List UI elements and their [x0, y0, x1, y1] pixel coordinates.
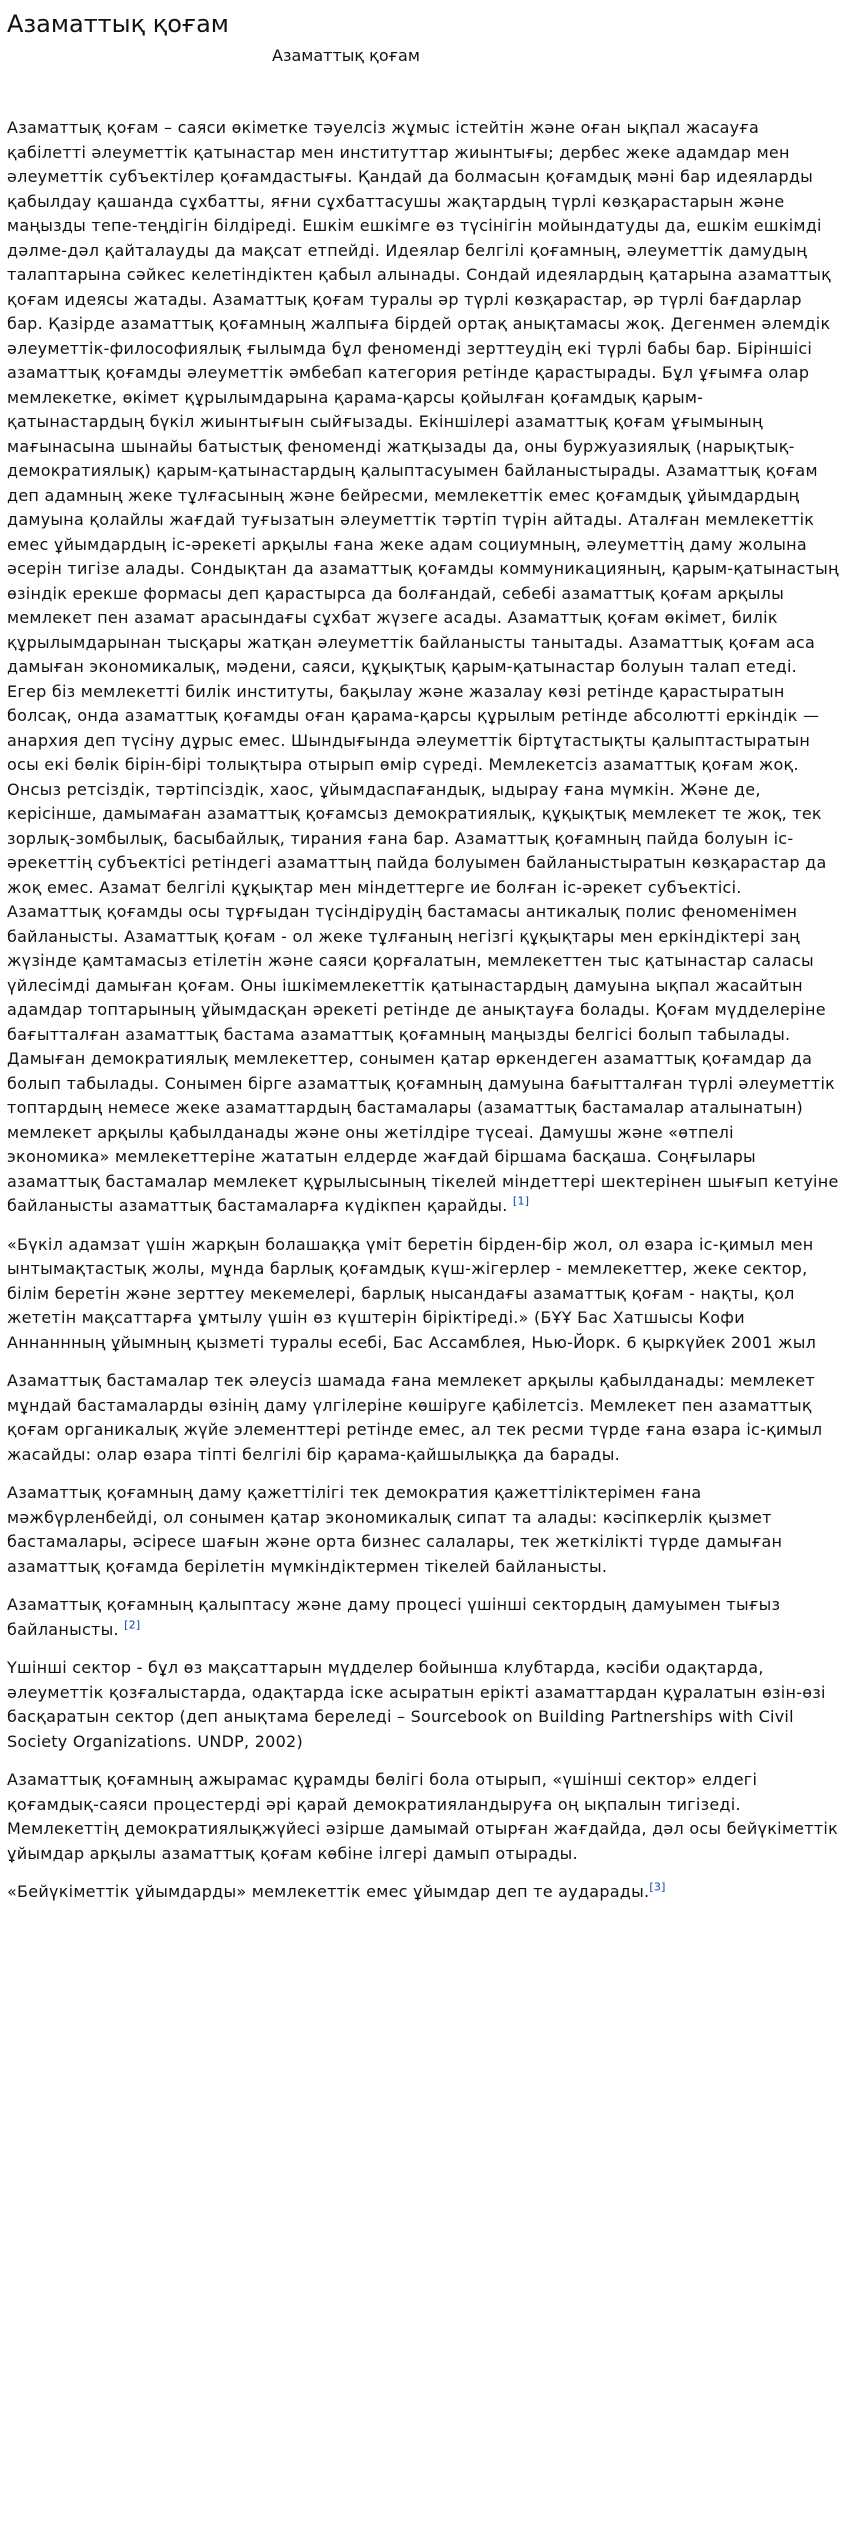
- paragraph-text: Азаматтық қоғамның ажырамас құрамды бөлігі бола отырып, «үшінші сектор» елдегі қоғамдық-саяси процестерді әрі қарай демократияландыруға оң ықпалын тигізеді. Мемлекеттің демократиялықжүйесі әзірше дамымай отырған жағдайда, дәл осы бейүкіметтік ұйымдар арқылы азаматтық қоғам көбіне ілгері дамып отырады.: [7, 1770, 838, 1863]
- paragraph-initiatives: [7, 1369, 840, 1467]
- footnote-link-2[interactable]: [2]: [124, 1618, 141, 1632]
- paragraph-text: Үшінші сектор - бұл өз мақсаттарын мүдделер бойынша клубтарда, кәсіби одақтарда, әлеуметтік қозғалыстарда, одақтарда іске асыратын ерікті азаматтардан құралатын өзін-өзі басқаратын сектор (деп анықтама береледі – Sourcebook on Building Partnerships with Civil Society Organizations. UNDP, 2002): [7, 1658, 826, 1751]
- paragraph-development-need: [7, 1481, 840, 1579]
- paragraph-ngo-translation: [7, 1880, 840, 1905]
- paragraph-text: Азаматтық қоғамның даму қажеттілігі тек демократия қажеттіліктерімен ғана мәжбүрленбейді, ол сонымен қатар экономикалық сипат та алады: кәсіпкерлік қызмет бастамалары, әсіресе шағын және орта бизнес салалары, тек жеткілікті түрде дамыған азаматтық қоғамда берілетін мүмкіндіктермен тікелей байланысты.: [7, 1483, 783, 1576]
- footnote-link-1[interactable]: [1]: [512, 1194, 530, 1208]
- paragraph-text: Азаматтық қоғамның қалыптасу және даму процесі үшінші сектордың дамуымен тығыз байланысты.: [7, 1595, 781, 1639]
- paragraph-text: Азаматтық қоғам – саяси өкіметке тәуелсіз жұмыс істейтін және оған ықпал жасауға қабілетті әлеуметтік қатынастар мен институттар жиынтығы; дербес жеке адамдар мен әлеуметтік субъектілер қоғамдастығы. Қандай да болмасын қоғамдық мәні бар идеяларды қабылдау қашанда сұхбатты, яғни сұхбаттасушы жақтардың түрлі көзқарастарын және маңызды тепе-теңдігін білдіреді. Ешкім ешкімге өз түсінігін мойындатуды да, ешкім ешкімді дәлме-дәл қайталауды да мақсат етпейді. Идеялар белгілі қоғамның, әлеуметтік дамудың талаптарына сәйкес келетіндіктен қабыл алынады. Сондай идеялардың қатарына азаматтық қоғам идеясы жатады. Азаматтық қоғам туралы әр түрлі көзқарастар, әр түрлі бағдарлар бар. Қазірде азаматтық қоғамның жалпыға бірдей ортақ анықтамасы жоқ. Дегенмен әлемдік әлеуметтік-философиялық ғылымда бұл феноменді зерттеудің екі түрлі бабы бар. Біріншісі азаматтық қоғамды әлеуметтік әмбебап категория ретінде қарастырады. Бұл ұғымға олар мемлекетке, өкімет құрылымдарына қарама-қарсы қойылған қоғамдық қарым-қатынастардың бүкіл жиынтығын сыйғызады. Екіншілері азаматтық қоғам ұғымының мағынасына шынайы батыстық феноменді жатқызады да, оны буржуазиялық (нарықтық-демократиялық) қарым-қатынастардың қалыптасуымен байланыстырады. Азаматтық қоғам деп адамның жеке тұлғасының және бейресми, мемлекеттік емес қоғамдық ұйымдардың дамуына қолайлы жағдай туғызатын әлеуметтік тәртіп түрін айтады. Аталған мемлекеттік емес ұйымдардың іс-әрекеті арқылы ғана жеке адам социумның, әлеуметтің даму жолына әсерін тигізе алады. Сондықтан да азаматтық қоғамды коммуникацияның, қарым-қатынастың өзіндік ерекше формасы деп қарастырса да болғандай, себебі азаматтық қоғам арқылы мемлекет пен азамат арасындағы сұхбат жүзеге асады. Азаматтық қоғам өкімет, билік құрылымдарынан тысқары жатқан әлеуметтік байланысты танытады. Азаматтық қоғам аса дамыған экономикалық, мәдени, саяси, құқықтық қарым-қатынастар болуын талап етеді. Егер біз мемлекетті билік институты, бақылау және жазалау көзі ретінде қарастыратын болсақ, онда азаматтық қоғамды оған қарама-қарсы құрылым ретінде абсолютті еркіндік — анархия деп түсіну дұрыс емес. Шындығында әлеуметтік біртұтастықты қалыптастыратын осы екі бөлік бірін-бірі толықтыра отырып өмір сүреді. Мемлекетсіз азаматтық қоғам жоқ. Онсыз ретсіздік, тәртіпсіздік, хаос, ұйымдаспағандық, ыдырау ғана мүмкін. Және де, керісінше, дамымаған азаматтық қоғамсыз демократиялық, құқықтық мемлекет те жоқ, тек зорлық-зомбылық, басыбайлық, тирания ғана бар. Азаматтық қоғамның пайда болуын іс-әрекеттің субъектісі ретіндегі азаматтың пайда болуымен байланыстыратын көзқарастар да жоқ емес. Азамат белгілі құқықтар мен міндеттерге ие болған іс-әрекет субъектісі. Азаматтық қоғамды осы тұрғыдан түсіндірудің бастамасы антикалық полис феноменімен байланысты. Азаматтық қоғам - ол жеке тұлғаның негізгі құқықтары мен еркіндіктері заң жүзінде қамтамасыз етілетін және саяси қорғалатын, мемлекеттен тыс қатынастар саласы үйлесімді дамыған қоғам. Оны ішкімемлекеттік қатынастардың дамуына ықпал жасайтын адамдар топтарының ұйымдасқан әрекеті ретінде де анықтауға болады. Қоғам мүдделеріне бағытталған азаматтық бастама азаматтық қоғамның маңызды белгісі болып табылады. Дамыған демократиялық мемлекеттер, сонымен қатар өркендеген азаматтық қоғамдар да болып табылады. Сонымен бірге азаматтық қоғамның дамуына бағытталған түрлі әлеуметтік топтардың немесе жеке азаматтардың бастамалары (азаматтық бастамалар аталынатын) мемлекет арқылы қабылданады және оны жетілдіре түсеаі. Дамушы және «өтпелі экономика» мемлекеттеріне жататын елдерде жағдай біршама басқаша. Соңғылары азаматтық бастамалар мемлекет құрылысының тікелей міндеттері шектерінен шығып кетуіне байланысты азаматтық бастамаларға күдікпен қарайды.: [7, 118, 839, 1215]
- footnote-link-3[interactable]: [3]: [649, 1880, 666, 1894]
- paragraph-text: «Бейүкіметтік ұйымдарды» мемлекеттік емес ұйымдар деп те аударады.: [7, 1882, 650, 1901]
- page-subtitle: Азаматтық қоғам: [272, 46, 420, 65]
- page-title: Азаматтық қоғам: [7, 10, 229, 38]
- paragraph-ngo-role: [7, 1768, 840, 1866]
- paragraph-third-sector-link: [7, 1593, 840, 1642]
- paragraph-quote: [7, 1233, 840, 1356]
- paragraph-text: «Бүкіл адамзат үшін жарқын болашаққа үміт беретін бірден-бір жол, ол өзара іс-қимыл мен ынтымақтастық жолы, мұнда барлық қоғамдық күш-жігерлер - мемлекеттер, жеке сектор, білім беретін және зерттеу мекемелері, барлық нысандағы азаматтық қоғам - нақты, қол жететін мақсаттарға ұмтылу үшін өз күштерін біріктіреді.» (БҰҰ Бас Хатшысы Кофи Аннаннның ұйымның қызметі туралы есебі, Бас Ассамблея, Нью-Йорк. 6 қыркүйек 2001 жыл: [7, 1234, 817, 1352]
- paragraph-text: Азаматтық бастамалар тек әлеусіз шамада ғана мемлекет арқылы қабылданады: мемлекет мұндай бастамаларды өзінің даму үлгілеріне көшіруге қабілетсіз. Мемлекет пен азаматтық қоғам органикалық жүйе элементтері ретінде емес, ал тек ресми түрде ғана өзара іс-қимыл жасайды: олар өзара тіпті белгілі бір қарама-қайшылыққа да барады.: [7, 1371, 823, 1464]
- paragraph-intro: [7, 116, 840, 1219]
- paragraph-third-sector-definition: [7, 1656, 840, 1754]
